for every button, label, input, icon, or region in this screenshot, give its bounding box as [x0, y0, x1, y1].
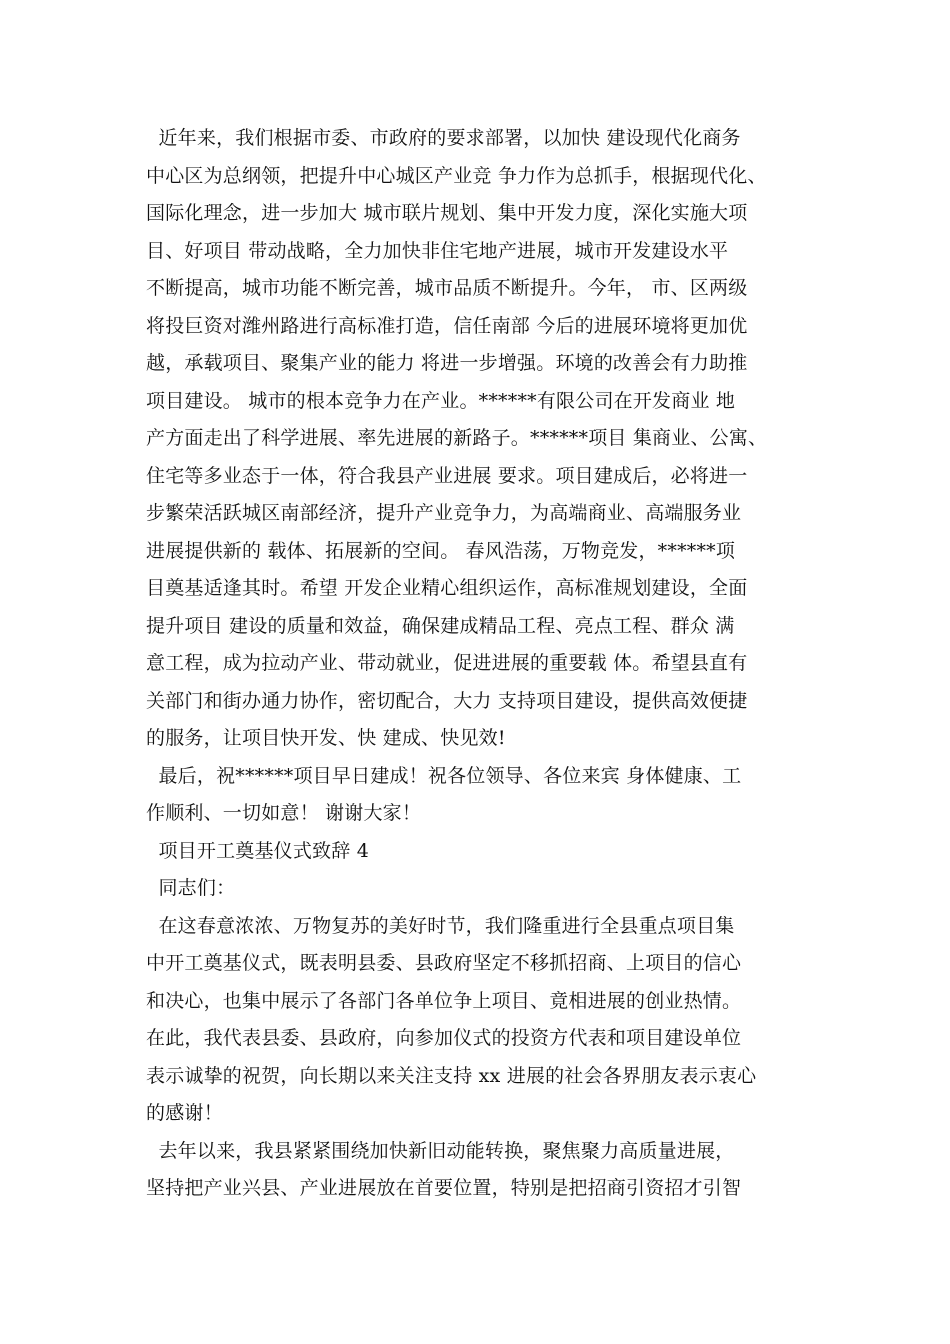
- text-line: 住宅等多业态于一体，符合我县产业进展 要求。项目建成后，必将进一: [146, 465, 748, 487]
- text-line: 项目建设。 城市的根本竞争力在产业。******有限公司在开发商业 地: [146, 390, 736, 412]
- text-line: 的感谢！: [146, 1102, 223, 1124]
- text-line: 目奠基适逢其时。希望 开发企业精心组织运作，高标准规划建设，全面: [146, 577, 748, 599]
- text-line: 产方面走出了科学进展、率先进展的新路子。******项目 集商业、公寓、: [146, 427, 768, 449]
- text-line: 中心区为总纲领，把提升中心城区产业竞 争力作为总抓手，根据现代化、: [146, 165, 767, 187]
- text-line: 和决心，也集中展示了各部门各单位争上项目、竟相进展的创业热情。: [146, 990, 742, 1012]
- text-line: 进展提供新的 载体、拓展新的空间。 春风浩荡，万物竞发，******项: [146, 540, 736, 562]
- text-line: 关部门和街办通力协作，密切配合，大力 支持项目建设，提供高效便捷: [146, 690, 748, 712]
- text-line: 近年来，我们根据市委、市政府的要求部署，以加快 建设现代化商务: [146, 127, 741, 149]
- section-heading: 项目开工奠基仪式致辞 4: [146, 840, 370, 862]
- text-line: 国际化理念，进一步加大 城市联片规划、集中开发力度，深化实施大项: [146, 202, 748, 224]
- text-line: 坚持把产业兴县、产业进展放在首要位置，特别是把招商引资招才引智: [146, 1177, 742, 1199]
- text-line: 提升项目 建设的质量和效益，确保建成精品工程、亮点工程、群众 满: [146, 615, 735, 637]
- text-line: 去年以来，我县紧紧围绕加快新旧动能转换，聚焦聚力高质量进展，: [146, 1140, 735, 1162]
- text-line: 将投巨资对潍州路进行高标准打造，信任南部 今后的进展环境将更加优: [146, 315, 748, 337]
- text-line: 中开工奠基仪式，既表明县委、县政府坚定不移抓招商、上项目的信心: [146, 952, 742, 974]
- text-line: 越，承载项目、聚集产业的能力 将进一步增强。环境的改善会有力助推: [146, 352, 748, 374]
- text-line: 在这春意浓浓、万物复苏的美好时节，我们隆重进行全县重点项目集: [146, 915, 735, 937]
- text-line: 在此，我代表县委、县政府，向参加仪式的投资方代表和项目建设单位: [146, 1027, 742, 1049]
- text-line: 不断提高，城市功能不断完善，城市品质不断提升。今年， 市、区两级: [146, 277, 748, 299]
- text-line: 表示诚挚的祝贺，向长期以来关注支持 xx 进展的社会各界朋友表示衷心: [146, 1065, 757, 1087]
- text-line: 的服务，让项目快开发、快 建成、快见效!: [146, 727, 506, 749]
- text-line: 作顺利、一切如意！ 谢谢大家！: [146, 802, 422, 824]
- text-line: 目、好项目 带动战略，全力加快非住宅地产进展，城市开发建设水平: [146, 240, 729, 262]
- text-line: 意工程，成为拉动产业、带动就业，促进进展的重要载 体。希望县直有: [146, 652, 748, 674]
- text-line: 最后，祝******项目早日建成！祝各位领导、各位来宾 身体健康、工: [146, 765, 742, 787]
- text-line: 步繁荣活跃城区南部经济，提升产业竞争力，为高端商业、高端服务业: [146, 502, 742, 524]
- salutation: 同志们：: [146, 877, 236, 899]
